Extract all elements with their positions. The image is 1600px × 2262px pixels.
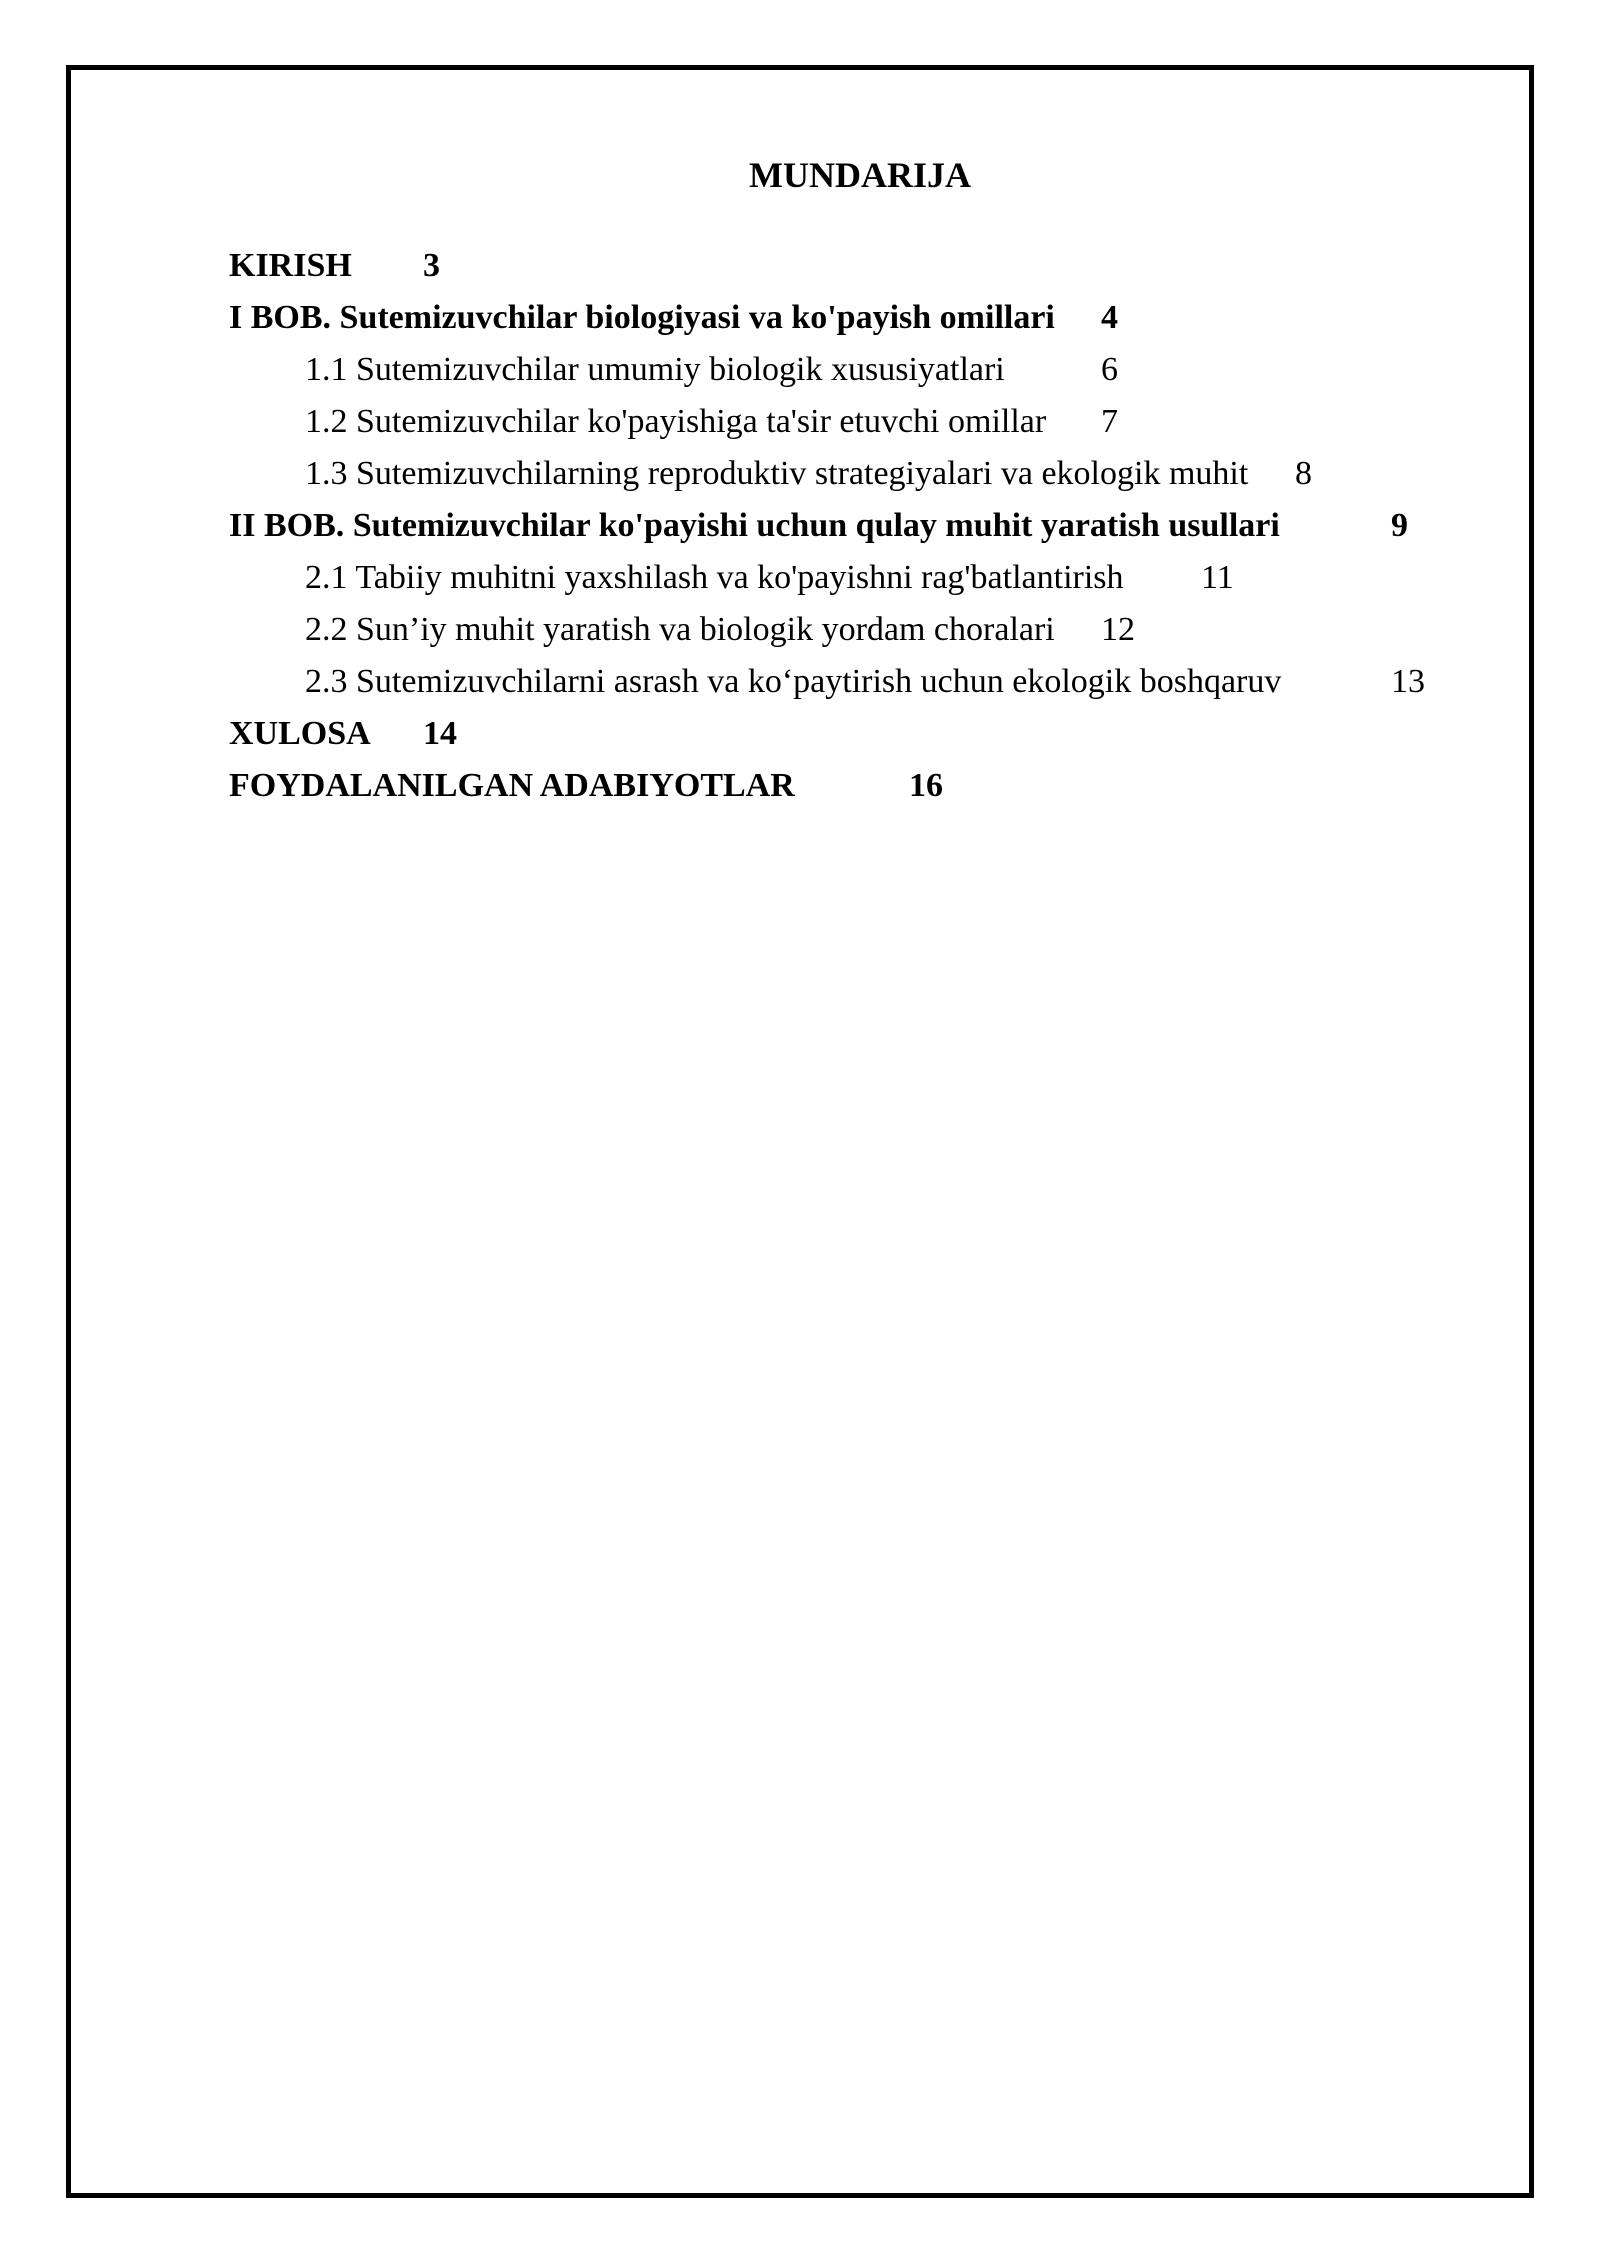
toc-entry-chapter-1 <box>229 298 1118 338</box>
toc-entry-section-2-3 <box>305 662 1425 702</box>
toc-entry-text: FOYDALANILGAN ADABIYOTLAR <box>229 767 795 804</box>
page-title: MUNDARIJA <box>749 155 971 195</box>
toc-entry-text: XULOSA <box>229 715 371 752</box>
toc-entry-section-2-1 <box>305 558 1234 598</box>
toc-entry-page: 3 <box>423 247 440 284</box>
toc-entry-text: 2.2 Sun’iy muhit yaratish va biologik yordam choralari <box>305 611 1055 648</box>
toc-entry-text: I BOB. Sutemizuvchilar biologiyasi va ko'payish omillari <box>229 299 1055 336</box>
toc-entry-kirish <box>229 246 440 286</box>
toc-entry-page: 9 <box>1391 507 1408 544</box>
toc-entry-page: 7 <box>1101 403 1118 440</box>
toc-entry-page: 13 <box>1391 663 1425 700</box>
toc-entry-section-2-2 <box>305 610 1135 650</box>
toc-entry-page: 8 <box>1295 455 1312 492</box>
toc-entry-page: 11 <box>1201 559 1234 596</box>
toc-entry-page: 16 <box>909 767 943 804</box>
toc-entry-text: 2.1 Tabiiy muhitni yaxshilash va ko'payishni rag'batlantirish <box>305 559 1124 596</box>
toc-entry-text: 1.2 Sutemizuvchilar ko'payishiga ta'sir etuvchi omillar <box>305 403 1047 440</box>
toc-entry-text: 1.3 Sutemizuvchilarning reproduktiv strategiyalari va ekologik muhit <box>305 455 1249 492</box>
toc-entry-section-1-2 <box>305 402 1118 442</box>
toc-entry-xulosa <box>229 714 457 754</box>
toc-entry-page: 12 <box>1101 611 1135 648</box>
toc-entry-text: II BOB. Sutemizuvchilar ko'payishi uchun qulay muhit yaratish usullari <box>229 507 1280 544</box>
toc-entry-text: KIRISH <box>229 247 352 284</box>
toc-entry-section-1-1 <box>305 350 1118 390</box>
toc-entry-text: 1.1 Sutemizuvchilar umumiy biologik xususiyatlari <box>305 351 1005 388</box>
toc-entry-page: 4 <box>1101 299 1118 336</box>
toc-entry-chapter-2 <box>229 506 1408 546</box>
toc-entry-page: 14 <box>423 715 457 752</box>
toc-entry-text: 2.3 Sutemizuvchilarni asrash va ko‘paytirish uchun ekologik boshqaruv <box>305 663 1282 700</box>
toc-entry-section-1-3 <box>305 454 1312 494</box>
toc-entry-page: 6 <box>1101 351 1118 388</box>
toc-entry-references <box>229 766 943 806</box>
